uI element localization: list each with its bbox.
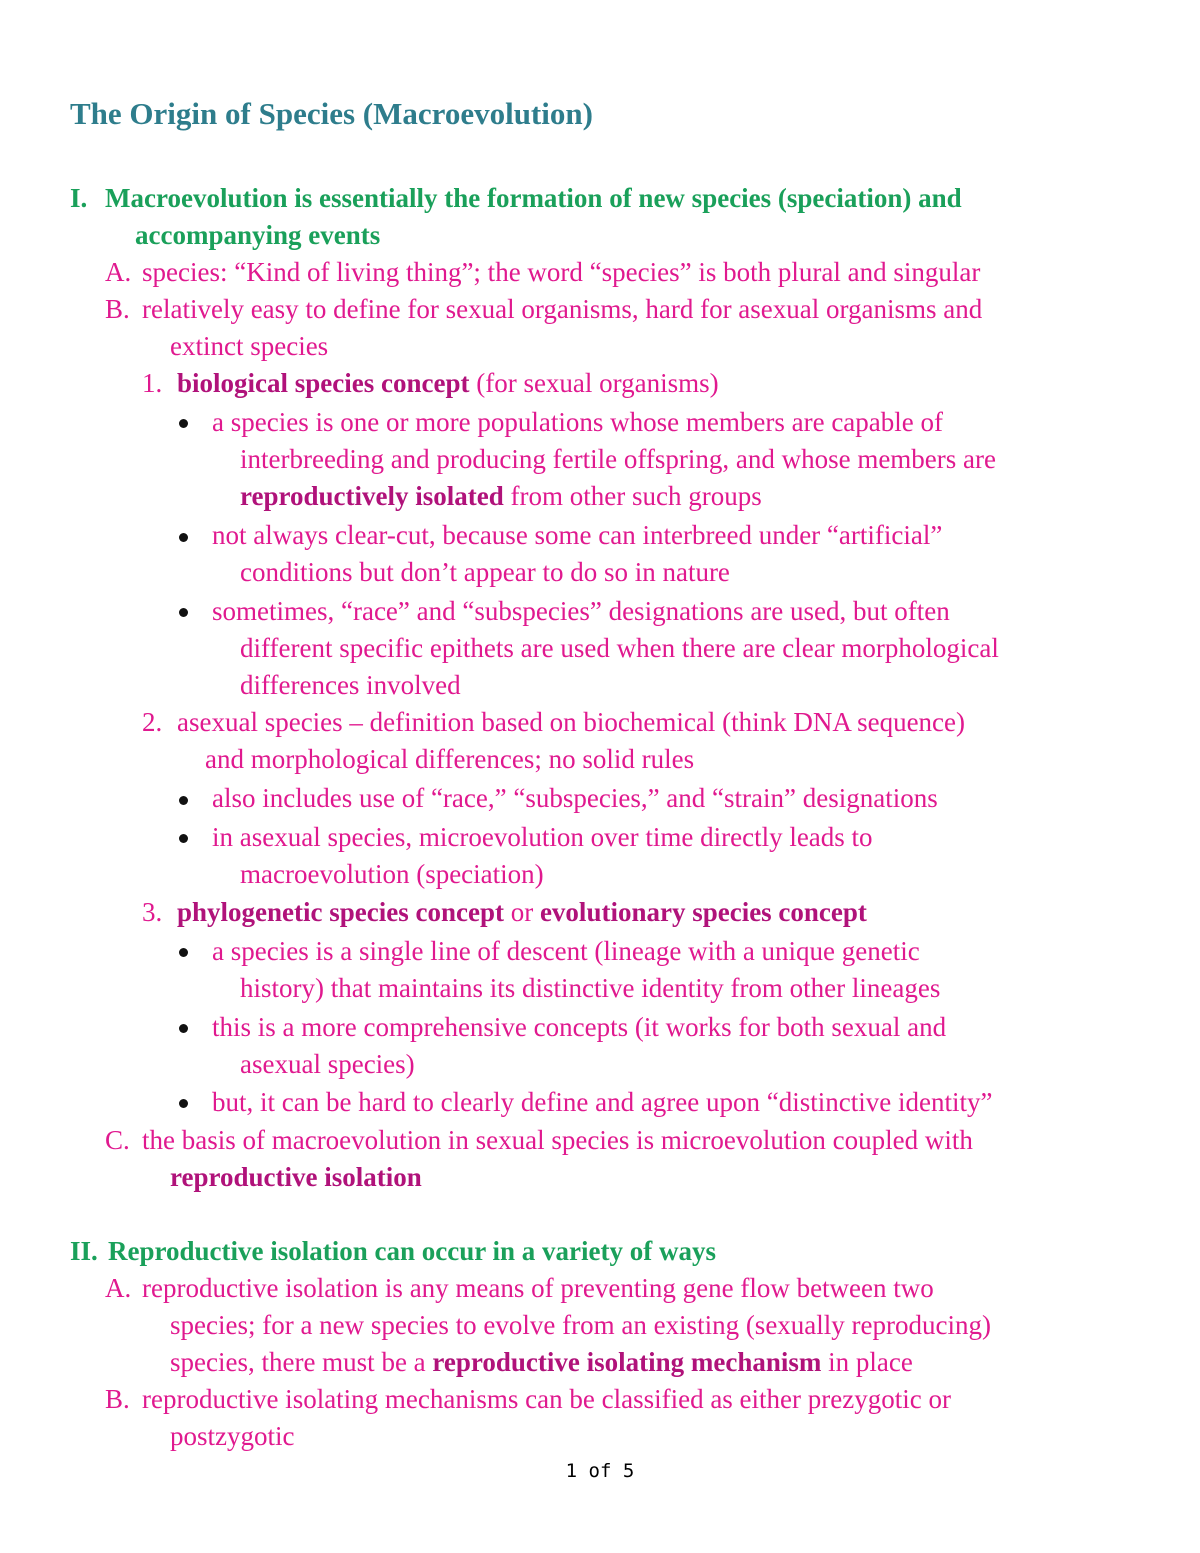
section-2-b-marker: B. (105, 1384, 130, 1414)
item-1-rest: (for sexual organisms) (469, 368, 719, 398)
document-title: The Origin of Species (Macroevolution) (70, 96, 593, 131)
bullet-icon (179, 533, 188, 542)
item-1-bullet-1-line-3-rest: from other such groups (503, 481, 762, 511)
item-1-bullet-2-line-1: not always clear-cut, because some can interbreed under “artificial” (212, 520, 943, 550)
item-1-marker: 1. (142, 368, 163, 398)
section-1-marker: I. (70, 183, 88, 213)
section-1-a-text: species: “Kind of living thing”; the word “species” is both plural and singular (142, 257, 981, 287)
item-1-bullet-2-line-2: conditions but don’t appear to do so in nature (240, 557, 730, 587)
bullet-icon (179, 834, 188, 843)
section-2-a-line-3-pre: species, there must be a (170, 1347, 433, 1377)
bullet-icon (179, 419, 188, 428)
section-1-a-marker: A. (105, 257, 132, 287)
section-2-a-line-2: species; for a new species to evolve from an existing (sexually reproducing) (170, 1310, 991, 1340)
item-2-bullet-2-line-2: macroevolution (speciation) (240, 859, 544, 889)
section-2-a-marker: A. (105, 1273, 132, 1303)
item-1-bullet-1-line-1: a species is one or more populations whose members are capable of (212, 407, 944, 437)
item-1-bullet-3-line-1: sometimes, “race” and “subspecies” designations are used, but often (212, 596, 950, 626)
item-3-mid: or (503, 897, 540, 927)
item-1-heading (177, 364, 719, 402)
section-2-marker: II. (70, 1236, 98, 1266)
section-2-a-line-3 (170, 1343, 913, 1381)
section-2-a-bold-term: reproductive isolating mechanism (432, 1347, 822, 1377)
bullet-icon (179, 1099, 188, 1108)
section-1-heading-line-2: accompanying events (135, 220, 381, 250)
section-1-c-marker: C. (105, 1125, 130, 1155)
section-2-a-line-3-post: in place (821, 1347, 913, 1377)
bullet-icon (179, 1024, 188, 1033)
item-2-bullet-2-line-1: in asexual species, microevolution over time directly leads to (212, 822, 873, 852)
item-3-bullet-2-line-1: this is a more comprehensive concepts (it works for both sexual and (212, 1012, 947, 1042)
item-3-bold-term-2: evolutionary species concept (539, 897, 867, 927)
page-number: 1 of 5 (565, 1460, 635, 1482)
item-3-bullet-1-line-1: a species is a single line of descent (lineage with a unique genetic (212, 936, 920, 966)
section-1-heading-line-1: Macroevolution is essentially the formation of new species (speciation) and (105, 183, 962, 213)
item-2-marker: 2. (142, 707, 163, 737)
section-2-b-line-2: postzygotic (170, 1421, 295, 1451)
item-2-bullet-1-line-1: also includes use of “race,” “subspecies,” and “strain” designations (212, 783, 938, 813)
item-1-bullet-1-line-2: interbreeding and producing fertile offspring, and whose members are (240, 444, 996, 474)
item-2-line-2: and morphological differences; no solid rules (205, 744, 695, 774)
bullet-icon (179, 608, 188, 617)
section-1-b-line-1: relatively easy to define for sexual organisms, hard for asexual organisms and (142, 294, 983, 324)
section-1-c-line-2: reproductive isolation (170, 1162, 422, 1192)
section-1-b-marker: B. (105, 294, 130, 324)
item-1-bullet-1-bold-term: reproductively isolated (240, 481, 504, 511)
item-1-bullet-3-line-2: different specific epithets are used when there are clear morphological (240, 633, 999, 663)
item-1-bold-term: biological species concept (177, 368, 470, 398)
section-1-b-line-2: extinct species (170, 331, 329, 361)
item-1-bullet-1-line-3 (240, 477, 762, 515)
section-2-a-line-1: reproductive isolation is any means of preventing gene flow between two (142, 1273, 934, 1303)
item-3-bullet-2-line-2: asexual species) (240, 1049, 415, 1079)
item-3-marker: 3. (142, 897, 163, 927)
item-2-line-1: asexual species – definition based on biochemical (think DNA sequence) (177, 707, 966, 737)
section-2-heading: Reproductive isolation can occur in a variety of ways (108, 1236, 716, 1266)
item-3-heading (177, 893, 867, 931)
bullet-icon (179, 948, 188, 957)
item-1-bullet-3-line-3: differences involved (240, 670, 461, 700)
item-3-bold-term-1: phylogenetic species concept (177, 897, 504, 927)
bullet-icon (179, 796, 188, 805)
item-3-bullet-1-line-2: history) that maintains its distinctive identity from other lineages (240, 973, 941, 1003)
section-2-b-line-1: reproductive isolating mechanisms can be classified as either prezygotic or (142, 1384, 951, 1414)
section-1-c-line-1: the basis of macroevolution in sexual species is microevolution coupled with (142, 1125, 973, 1155)
item-3-bullet-3-line-1: but, it can be hard to clearly define and agree upon “distinctive identity” (212, 1087, 993, 1117)
